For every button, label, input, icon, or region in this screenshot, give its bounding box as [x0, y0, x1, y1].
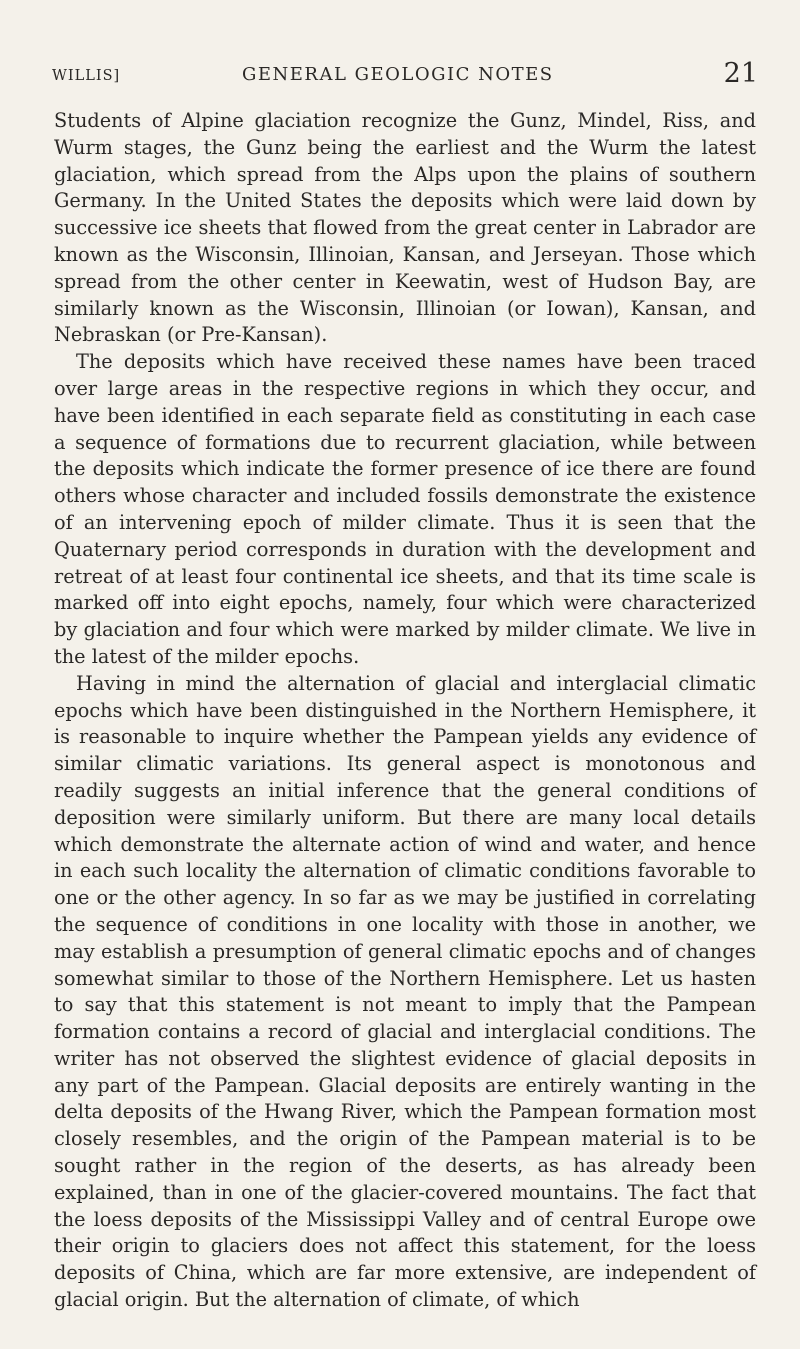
- paragraph-pampean-climate: Having in mind the alternation of glacial and interglacial climatic epochs which have been distinguished in the Northern Hemisphere, it is reasonable to inquire whether the Pampean yields any evidence of similar climatic variations. Its general aspect is monotonous and readily suggests an initial inference that the general conditions of deposition were similarly uniform. But there are many local details which demonstrate the alternate action of wind and water, and hence in each such locality the alternation of climatic conditions favorable to one or the other agency. In so far as we may be justified in correlating the sequence of conditions in one locality with those in another, we may establish a presumption of general climatic epochs and of changes somewhat similar to those of the Northern Hemisphere. Let us hasten to say that this statement is not meant to imply that the Pampean formation contains a record of glacial and interglacial conditions. The writer has not observed the slightest evidence of glacial deposits in any part of the Pampean. Glacial deposits are entirely wanting in the delta deposits of the Hwang River, which the Pampean formation most closely resembles, and the origin of the Pampean material is to be sought rather in the region of the deserts, as has already been explained, than in one of the glacier-covered mountains. The fact that the loess deposits of the Mississippi Valley and of central Europe owe their origin to glaciers does not affect this statement, for the loess deposits of China, which are far more extensive, are independent of glacial origin. But the alternation of climate, of which: [54, 671, 756, 1312]
- running-head: [52, 58, 758, 92]
- page-number: 21: [723, 58, 758, 89]
- paragraph-quaternary-deposits: The deposits which have received these names have been traced over large areas in the respective regions in which they occur, and have been identified in each separate field as constituting in each case a sequence of formations due to recurrent glaciation, while between the deposits which indicate the former presence of ice there are found others whose character and included fossils demonstrate the existence of an intervening epoch of milder climate. Thus it is seen that the Quaternary period corresponds in duration with the development and retreat of at least four continental ice sheets, and that its time scale is marked off into eight epochs, namely, four which were characterized by glaciation and four which were marked by milder climate. We live in the latest of the milder epochs.: [54, 350, 756, 668]
- paragraph-alpine-glaciation: Students of Alpine glaciation recognize the Gunz, Mindel, Riss, and Wurm stages, the Gunz being the earliest and the Wurm the latest glaciation, which spread from the Alps upon the plains of southern Germany. In the United States the deposits which were laid down by successive ice sheets that flowed from the great center in Labrador are known as the Wisconsin, Illinoian, Kansan, and Jerseyan. Those which spread from the other center in Keewatin, west of Hudson Bay, are similarly known as the Wisconsin, Illinoian (or Iowan), Kansan, and Nebraskan (or Pre-Kansan).: [54, 109, 756, 347]
- section-running-title: GENERAL GEOLOGIC NOTES: [242, 64, 554, 85]
- body-text: [54, 108, 756, 1314]
- author-running-head: WILLIS]: [52, 68, 121, 84]
